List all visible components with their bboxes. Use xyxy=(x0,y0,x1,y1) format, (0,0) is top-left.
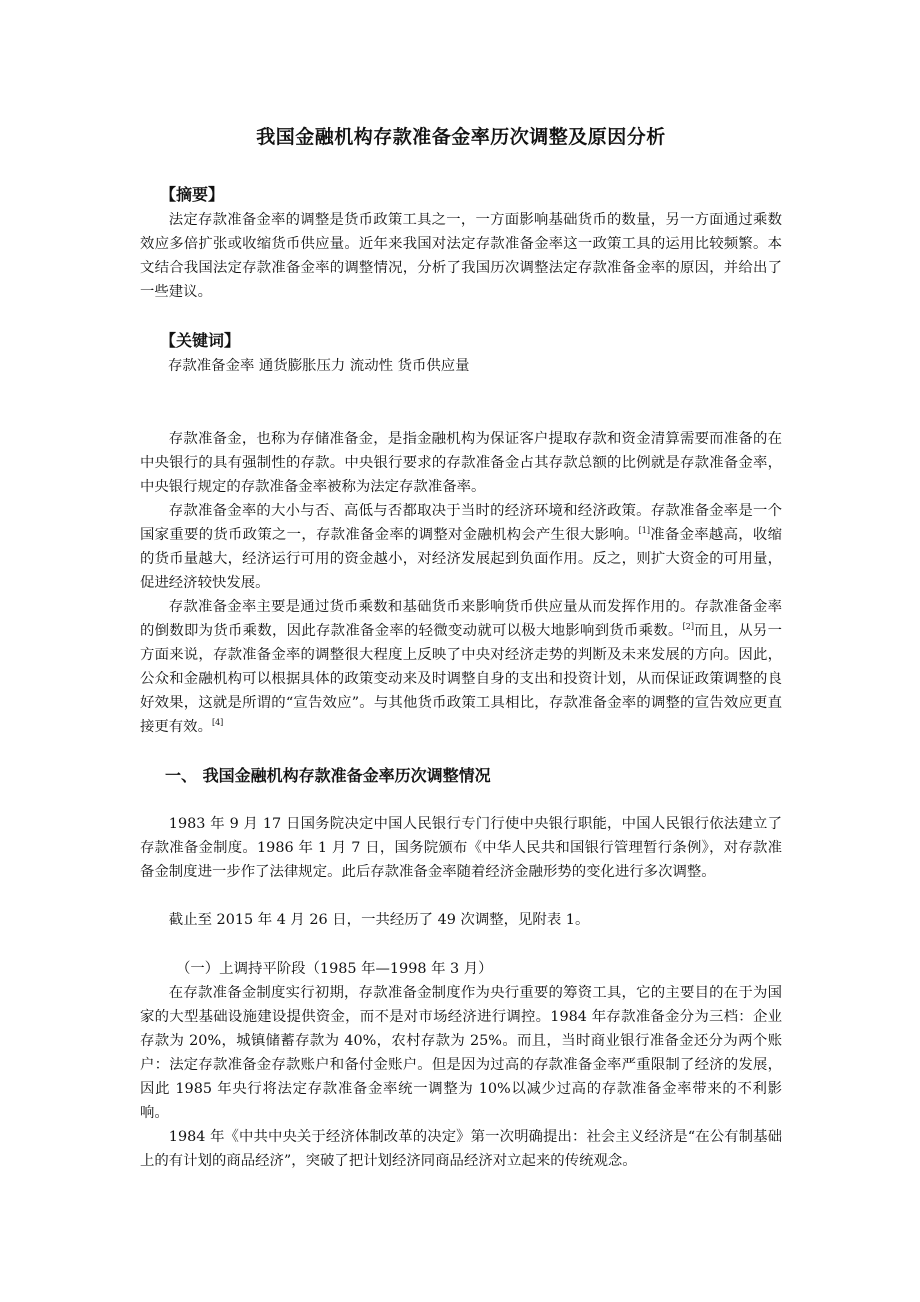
intro-paragraph-3-part-a: 存款准备金率主要是通过货币乘数和基础货币来影响货币供应量从而发挥作用的。存款准备金率的倒数即为货币乘数，因此存款准备金率的轻微变动就可以极大地影响到货币乘数。 xyxy=(140,599,782,639)
reference-4: [4] xyxy=(211,718,224,728)
intro-paragraph-2-part-b: 准备金率越高，收缩的货币量越大，经济运行可用的资金越小，对经济发展起到负面作用。反之，则扩大资金的可用量，促进经济较快发展。 xyxy=(140,527,782,591)
reference-2: [2] xyxy=(682,622,694,632)
intro-paragraph-2-part-a: 存款准备金率的大小与否、高低与否都取决于当时的经济环境和经济政策。存款准备金率是一个国家重要的货币政策之一，存款准备金率的调整对金融机构会产生很大影响。 xyxy=(140,503,782,543)
intro-paragraph-2 xyxy=(140,499,782,595)
keywords-label: 【关键词】 xyxy=(160,331,241,350)
document-title: 我国金融机构存款准备金率历次调整及原因分析 xyxy=(256,126,666,148)
section-1-paragraph-1: 1983 年 9 月 17 日国务院决定中国人民银行专门行使中央银行职能，中国人民银行依法建立了存款准备金制度。1986 年 1 月 7 日，国务院颁布《中华人民共和国银行管理暂行条例》，对存款准备金制度进一步作了法律规定。此后存款准备金率随着经济金融形势的变化进行多次调整。 xyxy=(140,816,782,880)
subsection-1-paragraph-2: 1984 年《中共中央关于经济体制改革的决定》第一次明确提出：社会主义经济是“在公有制基础上的有计划的商品经济”，突破了把计划经济同商品经济对立起来的传统观念。 xyxy=(140,1129,782,1169)
subsection-1-paragraph-1: 在存款准备金制度实行初期，存款准备金制度作为央行重要的筹资工具，它的主要目的在于为国家的大型基础设施建设提供资金，而不是对市场经济进行调控。1984 年存款准备金分为三档：企业存款为 20%，城镇储蓄存款为 40%，农村存款为 25%。而且，当时商业银行准备金还分为两个账户：法定存款准备金存款账户和备付金账户。但是因为过高的存款准备金率严重限制了经济的发展，因此 1985 年央行将法定存款准备金率统一调整为 10%以减少过高的存款准备金率带来的不利影响。 xyxy=(140,985,782,1121)
keywords-text: 存款准备金率 通货膨胀压力 流动性 货币供应量 xyxy=(168,358,470,374)
abstract-label: 【摘要】 xyxy=(160,185,225,204)
intro-paragraph-3 xyxy=(140,595,782,739)
subsection-1-heading: （一）上调持平阶段（1985 年—1998 年 3 月） xyxy=(176,961,493,977)
abstract-text: 法定存款准备金率的调整是货币政策工具之一，一方面影响基础货币的数量，另一方面通过乘数效应多倍扩张或收缩货币供应量。近年来我国对法定存款准备金率这一政策工具的运用比较频繁。本文结合我国法定存款准备金率的调整情况，分析了我国历次调整法定存款准备金率的原因，并给出了一些建议。 xyxy=(140,212,782,300)
intro-paragraph-3-part-b: 而且，从另一方面来说，存款准备金率的调整很大程度上反映了中央对经济走势的判断及未来发展的方向。因此，公众和金融机构可以根据具体的政策变动来及时调整自身的支出和投资计划，从而保证政策调整的良好效果，这就是所谓的“宣告效应”。与其他货币政策工具相比，存款准备金率的调整的宣告效应更直接更有效。 xyxy=(140,623,782,735)
reference-1: [1] xyxy=(638,526,650,536)
section-1-heading: 一、 我国金融机构存款准备金率历次调整情况 xyxy=(165,766,491,785)
intro-paragraph-1: 存款准备金，也称为存储准备金，是指金融机构为保证客户提取存款和资金清算需要而准备的在中央银行的具有强制性的存款。中央银行要求的存款准备金占其存款总额的比例就是存款准备金率，中央银行规定的存款准备金率被称为法定存款准备率。 xyxy=(140,431,782,495)
section-1-paragraph-2: 截止至 2015 年 4 月 26 日，一共经历了 49 次调整，见附表 1。 xyxy=(168,912,590,928)
